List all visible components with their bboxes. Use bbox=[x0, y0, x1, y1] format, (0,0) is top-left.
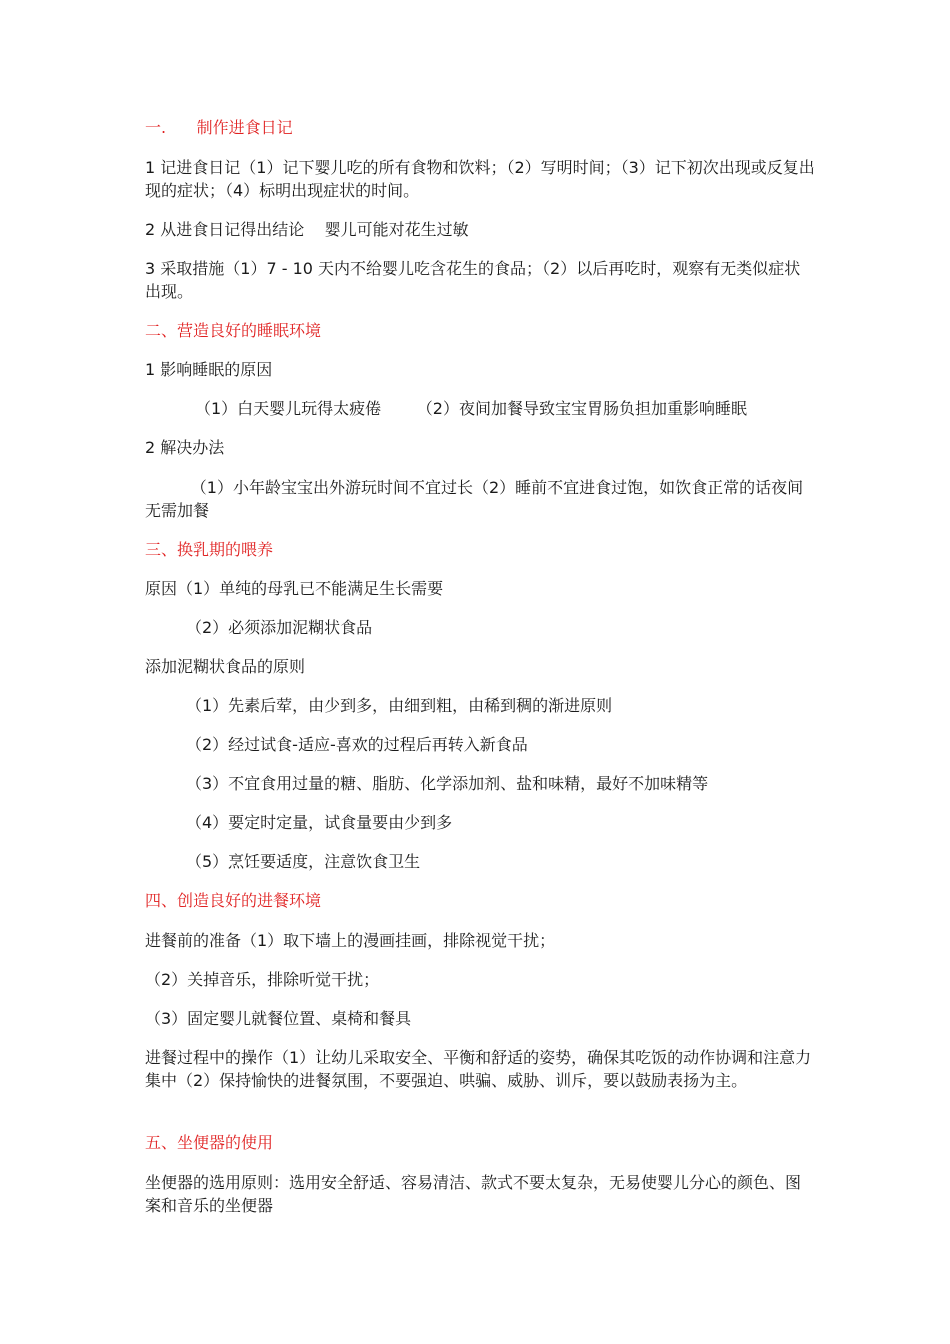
list-item: （5）烹饪要适度，注意饮食卫生 bbox=[186, 852, 421, 871]
paragraph: 添加泥糊状食品的原则 bbox=[145, 657, 306, 676]
section-heading-1: 一. 制作进食日记 bbox=[145, 118, 293, 137]
paragraph: 1 影响睡眠的原因 bbox=[145, 360, 273, 379]
list-item: （1）先素后荤，由少到多，由细到粗，由稀到稠的渐进原则 bbox=[186, 696, 613, 715]
paragraph: （2）必须添加泥糊状食品 bbox=[186, 618, 373, 637]
list-item: （3）不宜食用过量的糖、脂肪、化学添加剂、盐和味精，最好不加味精等 bbox=[186, 774, 709, 793]
paragraph: （1）白天婴儿玩得太疲倦 （2）夜间加餐导致宝宝胃肠负担加重影响睡眠 bbox=[195, 399, 747, 418]
section-heading-2: 二、营造良好的睡眠环境 bbox=[145, 321, 322, 340]
paragraph: 2 从进食日记得出结论 婴儿可能对花生过敏 bbox=[145, 220, 469, 239]
section-heading-4: 四、创造良好的进餐环境 bbox=[145, 891, 322, 910]
section-heading-3: 三、换乳期的喂养 bbox=[145, 540, 274, 559]
paragraph: 坐便器的选用原则：选用安全舒适、容易清洁、款式不要太复杂，无易使婴儿分心的颜色、图案和音乐的坐便器 bbox=[145, 1173, 802, 1215]
paragraph: （2）关掉音乐，排除听觉干扰； bbox=[145, 970, 380, 989]
list-item: （2）经过试食-适应-喜欢的过程后再转入新食品 bbox=[186, 735, 528, 754]
paragraph: 1 记进食日记（1）记下婴儿吃的所有食物和饮料；（2）写明时间；（3）记下初次出现或反复出现的症状；（4）标明出现症状的时间。 bbox=[145, 158, 815, 200]
paragraph: 进餐前的准备（1）取下墙上的漫画挂画，排除视觉干扰； bbox=[145, 931, 556, 950]
paragraph: 进餐过程中的操作（1）让幼儿采取安全、平衡和舒适的姿势，确保其吃饭的动作协调和注意力集中（2）保持愉快的进餐氛围，不要强迫、哄骗、威胁、训斥，要以鼓励表扬为主。 bbox=[145, 1048, 812, 1090]
paragraph: （3）固定婴儿就餐位置、桌椅和餐具 bbox=[145, 1009, 412, 1028]
paragraph: （1）小年龄宝宝出外游玩时间不宜过长（2）睡前不宜进食过饱，如饮食正常的话夜间无需加餐 bbox=[145, 478, 804, 520]
paragraph: 3 采取措施（1）7 - 10 天内不给婴儿吃含花生的食品；（2）以后再吃时，观察有无类似症状出现。 bbox=[145, 259, 801, 301]
paragraph: 原因（1）单纯的母乳已不能满足生长需要 bbox=[145, 579, 444, 598]
paragraph: 2 解决办法 bbox=[145, 438, 225, 457]
section-heading-5: 五、坐便器的使用 bbox=[145, 1133, 274, 1152]
list-item: （4）要定时定量，试食量要由少到多 bbox=[186, 813, 453, 832]
